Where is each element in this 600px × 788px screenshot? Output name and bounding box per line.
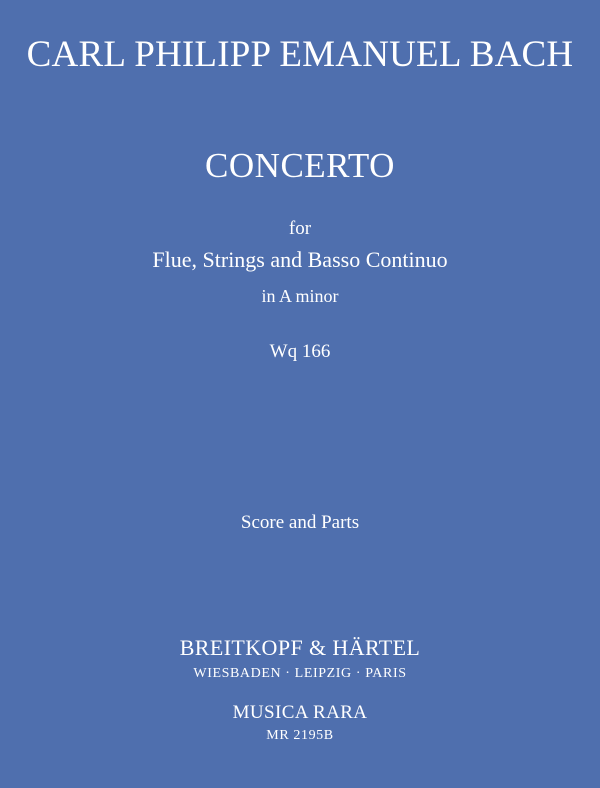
publisher-cities: WIESBADEN · LEIPZIG · PARIS	[193, 666, 407, 681]
catalog-number: Wq 166	[269, 341, 331, 362]
composer-name: CARL PHILIPP EMANUEL BACH	[26, 34, 574, 75]
key-signature: in A minor	[261, 286, 339, 306]
work-title: CONCERTO	[205, 146, 395, 185]
instrumentation: Flue, Strings and Basso Continuo	[152, 247, 448, 272]
for-line: for	[288, 218, 312, 239]
edition-type: Score and Parts	[240, 512, 360, 533]
edition-number: MR 2195B	[266, 728, 334, 743]
imprint-name: MUSICA RARA	[232, 702, 368, 723]
publisher-name: BREITKOPF & HÄRTEL	[179, 635, 421, 660]
